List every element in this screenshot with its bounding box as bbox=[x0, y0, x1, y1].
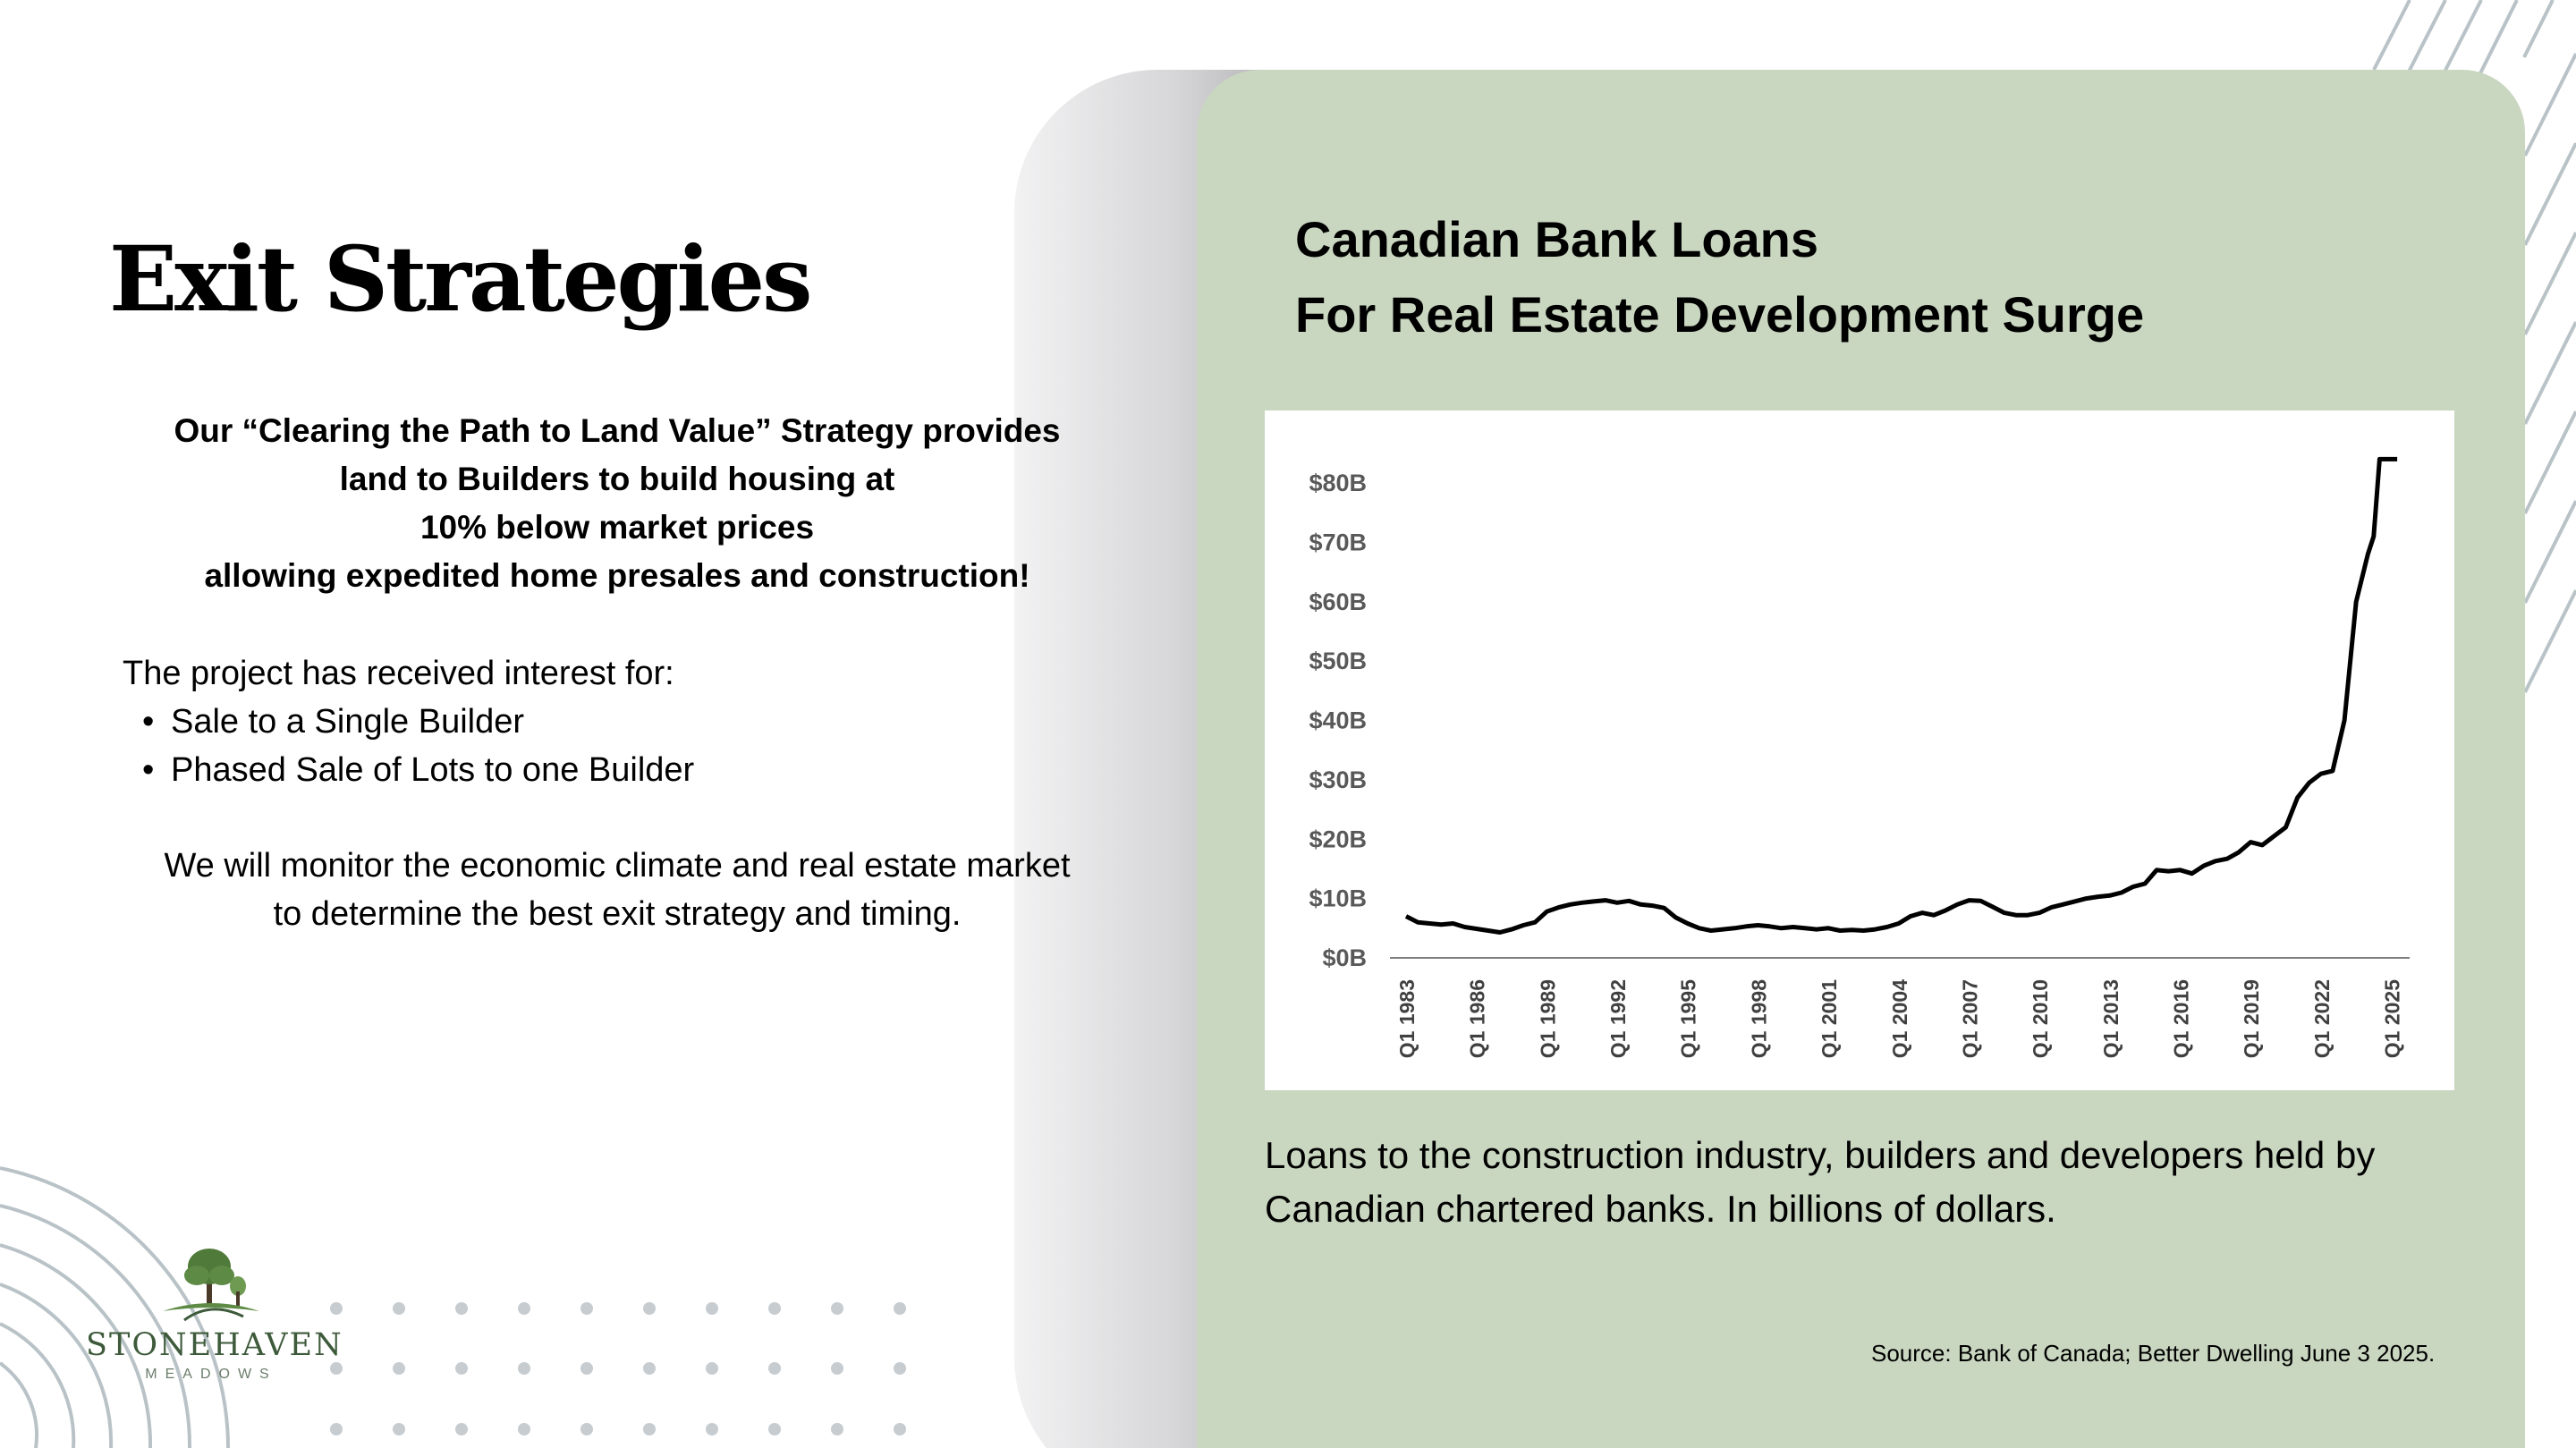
y-tick-label: $70B bbox=[1309, 529, 1367, 556]
strategy-intro bbox=[107, 407, 1127, 600]
logo-name: STONEHAVEN bbox=[86, 1327, 343, 1363]
y-tick-label: $50B bbox=[1309, 648, 1367, 675]
x-tick-label: Q1 1998 bbox=[1747, 979, 1771, 1059]
logo-subtitle: MEADOWS bbox=[145, 1367, 277, 1382]
caption-line: Loans to the construction industry, builders and developers held by bbox=[1265, 1134, 2376, 1176]
x-tick-label: Q1 2025 bbox=[2380, 979, 2404, 1059]
x-tick-label: Q1 2019 bbox=[2240, 979, 2264, 1059]
series-line bbox=[1406, 459, 2397, 932]
y-tick-label: $80B bbox=[1309, 470, 1367, 496]
x-tick-label: Q1 1995 bbox=[1676, 979, 1700, 1059]
chart-source: Source: Bank of Canada; Better Dwelling June 3 2025. bbox=[1871, 1340, 2436, 1367]
y-tick-label: $30B bbox=[1309, 766, 1367, 793]
chart-caption bbox=[1265, 1129, 2508, 1236]
chart-container bbox=[1265, 411, 2454, 1090]
y-tick-label: $40B bbox=[1309, 707, 1367, 734]
tree-icon bbox=[157, 1243, 265, 1325]
x-tick-label: Q1 2022 bbox=[2309, 979, 2334, 1059]
monitor-statement bbox=[98, 842, 1136, 938]
interest-heading: The project has received interest for: bbox=[123, 655, 674, 692]
intro-line: allowing expedited home presales and construction! bbox=[204, 557, 1030, 594]
y-tick-label: $20B bbox=[1309, 826, 1367, 853]
interest-item: • Phased Sale of Lots to one Builder bbox=[123, 746, 694, 794]
x-tick-label: Q1 1983 bbox=[1395, 979, 1419, 1059]
loans-line-chart bbox=[1265, 411, 2454, 1090]
y-tick-label: $10B bbox=[1309, 885, 1367, 912]
x-tick-label: Q1 2004 bbox=[1887, 979, 1911, 1059]
company-logo bbox=[86, 1243, 343, 1383]
x-tick-label: Q1 2007 bbox=[1958, 979, 1982, 1059]
chart-title bbox=[1295, 202, 2144, 352]
monitor-line: to determine the best exit strategy and timing. bbox=[273, 895, 962, 933]
monitor-line: We will monitor the economic climate and real estate market bbox=[164, 847, 1071, 885]
chart-title-line: Canadian Bank Loans bbox=[1295, 211, 1819, 267]
x-tick-label: Q1 2016 bbox=[2169, 979, 2193, 1059]
caption-line: Canadian chartered banks. In billions of dollars. bbox=[1265, 1188, 2056, 1230]
page-title: Exit Strategies bbox=[109, 226, 810, 332]
y-tick-label: $0B bbox=[1322, 944, 1367, 971]
x-tick-label: Q1 2001 bbox=[1818, 979, 1842, 1059]
interest-list bbox=[123, 698, 694, 794]
x-tick-label: Q1 1989 bbox=[1536, 979, 1560, 1059]
x-tick-label: Q1 2013 bbox=[2098, 979, 2123, 1059]
intro-line: land to Builders to build housing at bbox=[339, 461, 895, 497]
x-tick-label: Q1 2010 bbox=[2029, 979, 2053, 1059]
interest-item: • Sale to a Single Builder bbox=[123, 698, 694, 746]
interest-section bbox=[123, 649, 694, 794]
chart-title-line: For Real Estate Development Surge bbox=[1295, 286, 2145, 343]
x-tick-label: Q1 1986 bbox=[1465, 979, 1489, 1059]
intro-line: Our “Clearing the Path to Land Value” Strategy provides bbox=[174, 412, 1061, 449]
intro-line: 10% below market prices bbox=[419, 509, 815, 546]
x-tick-label: Q1 1992 bbox=[1606, 979, 1631, 1059]
y-tick-label: $60B bbox=[1309, 588, 1367, 615]
